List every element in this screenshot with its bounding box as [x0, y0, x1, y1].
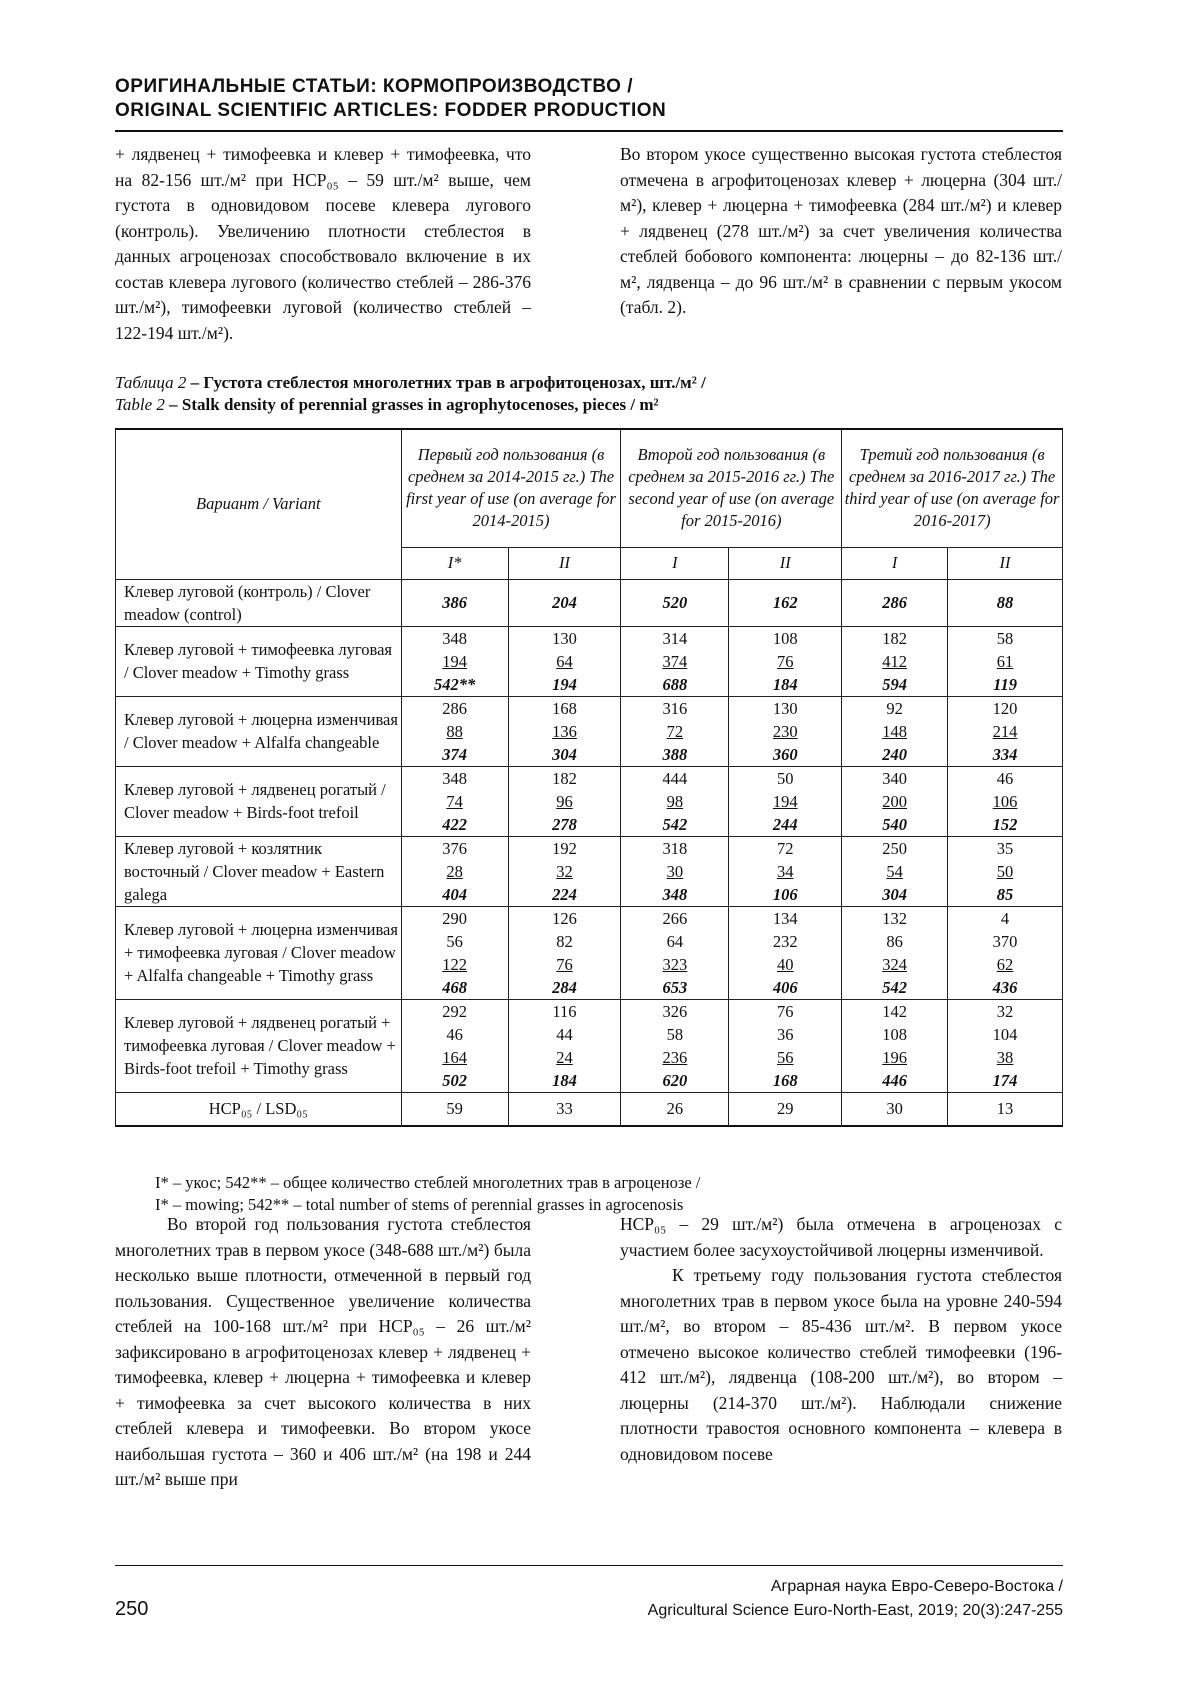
- bottom-left-column: [115, 1212, 531, 1493]
- component-value: 40: [776, 954, 794, 974]
- value-cell: [401, 626, 508, 696]
- total-value: 422: [442, 814, 467, 834]
- table-row: [116, 906, 1063, 999]
- component-value: 292: [442, 1001, 467, 1021]
- lsd-value: 30: [842, 1092, 948, 1126]
- total-value: 184: [552, 1070, 577, 1090]
- component-value: 82: [556, 931, 573, 951]
- mowing-header: I*: [401, 547, 508, 579]
- journal-name-en: Agricultural Science Euro-North-East, 2019; 20(3):247-255: [647, 1602, 1063, 1619]
- component-value: 32: [996, 1001, 1014, 1021]
- component-value: 50: [776, 768, 794, 788]
- component-value: 28: [446, 861, 463, 881]
- caption-en-label: Table 2: [115, 395, 165, 414]
- component-value: 72: [666, 721, 684, 741]
- lsd-label: НСР₀₅ / LSD₀₅: [116, 1092, 402, 1126]
- component-value: 76: [556, 954, 573, 974]
- top-right-column: [620, 142, 1062, 321]
- component-value: 286: [442, 698, 467, 718]
- total-value: 360: [772, 744, 798, 764]
- total-value: 688: [662, 674, 688, 694]
- table-row: [116, 579, 1063, 626]
- component-value: 116: [552, 1001, 577, 1021]
- value-cell: [948, 836, 1063, 906]
- caption-ru-label: Таблица 2: [115, 373, 187, 392]
- total-value: 468: [442, 977, 467, 997]
- component-value: 134: [772, 908, 798, 928]
- value-cell: [729, 836, 842, 906]
- mowing-header: II: [948, 547, 1063, 579]
- component-value: 86: [886, 931, 903, 951]
- total-value: 85: [996, 884, 1014, 904]
- value-cell: [621, 626, 729, 696]
- component-value: 46: [446, 1024, 463, 1044]
- component-value: 54: [886, 861, 903, 881]
- component-value: 72: [776, 838, 794, 858]
- value-cell: [621, 999, 729, 1092]
- section-header: [115, 75, 1065, 123]
- value-cell: [508, 626, 621, 696]
- value-cell: [729, 766, 842, 836]
- total-value: 542: [882, 977, 907, 997]
- value-cell: [621, 906, 729, 999]
- total-value: 286: [882, 593, 907, 612]
- component-value: 4: [1000, 908, 1010, 928]
- component-value: 236: [662, 1047, 688, 1067]
- table-caption: [115, 372, 1065, 416]
- component-value: 214: [992, 721, 1018, 741]
- page-number: 250: [115, 1598, 149, 1620]
- total-value: 406: [772, 977, 798, 997]
- component-value: 340: [882, 768, 907, 788]
- total-value: 540: [882, 814, 907, 834]
- total-value: 224: [552, 884, 577, 904]
- component-value: 370: [992, 931, 1018, 951]
- component-value: 88: [446, 721, 463, 741]
- component-value: 34: [776, 861, 794, 881]
- total-value: 244: [772, 814, 798, 834]
- component-value: 58: [666, 1024, 684, 1044]
- total-value: 152: [992, 814, 1018, 834]
- total-value: 334: [992, 744, 1018, 764]
- mowing-header: I: [621, 547, 729, 579]
- component-value: 76: [776, 651, 794, 671]
- component-value: 106: [992, 791, 1018, 811]
- component-value: 250: [882, 838, 907, 858]
- value-cell: [401, 696, 508, 766]
- component-value: 323: [662, 954, 688, 974]
- component-value: 104: [992, 1024, 1018, 1044]
- value-cell: [842, 766, 948, 836]
- value-cell: [508, 836, 621, 906]
- variant-cell: Клевер луговой + лядвенец рогатый / Clover meadow + Birds-foot trefoil: [116, 766, 402, 836]
- value-cell: [729, 696, 842, 766]
- journal-footer: [648, 1575, 1063, 1623]
- header-line-en: ORIGINAL SCIENTIFIC ARTICLES: FODDER PRODUCTION: [115, 100, 667, 121]
- component-value: 290: [442, 908, 467, 928]
- year-header-2: Второй год пользования (в среднем за 2015-2016 гг.) The second year of use (on average for 2015-2016): [621, 429, 842, 547]
- component-value: 32: [556, 861, 573, 881]
- footnote-en: I* – mowing; 542** – total number of stems of perennial grasses in agrocenosis: [155, 1195, 684, 1214]
- value-cell: [621, 766, 729, 836]
- value-cell: [842, 836, 948, 906]
- component-value: 266: [662, 908, 688, 928]
- component-value: 126: [552, 908, 577, 928]
- component-value: 64: [666, 931, 684, 951]
- total-value: 542**: [433, 674, 476, 694]
- component-value: 326: [662, 1001, 688, 1021]
- value-cell: [948, 696, 1063, 766]
- bottom-right-column: [620, 1212, 1062, 1467]
- lsd-value: 29: [729, 1092, 842, 1126]
- component-value: 194: [772, 791, 798, 811]
- total-value: 162: [772, 593, 798, 612]
- total-value: 278: [552, 814, 577, 834]
- component-value: 108: [882, 1024, 907, 1044]
- value-cell: [729, 999, 842, 1092]
- value-cell: [508, 999, 621, 1092]
- total-value: 304: [882, 884, 907, 904]
- component-value: 108: [772, 628, 798, 648]
- value-cell: [401, 836, 508, 906]
- component-value: 96: [556, 791, 573, 811]
- component-value: 44: [556, 1024, 573, 1044]
- component-value: 136: [552, 721, 577, 741]
- bottom-right-paragraph-1: НСР₀₅ – 29 шт./м²) была отмечена в агроценозах с участием более засухоустойчивой люцерны изменчивой.: [620, 1214, 1062, 1260]
- header-line-ru: ОРИГИНАЛЬНЫЕ СТАТЬИ: КОРМОПРОИЗВОДСТВО /: [115, 76, 633, 97]
- table-row: [116, 999, 1063, 1092]
- value-cell: [508, 906, 621, 999]
- value-cell: [842, 579, 948, 626]
- component-value: 316: [662, 698, 688, 718]
- top-left-column: [115, 142, 531, 346]
- total-value: 436: [992, 977, 1018, 997]
- variant-cell: Клевер луговой + люцерна изменчивая / Clover meadow + Alfalfa changeable: [116, 696, 402, 766]
- value-cell: [729, 626, 842, 696]
- component-value: 130: [552, 628, 577, 648]
- component-value: 230: [772, 721, 798, 741]
- component-value: 38: [996, 1047, 1014, 1067]
- component-value: 62: [996, 954, 1014, 974]
- density-table: [115, 428, 1063, 1127]
- footer-rule: [115, 1565, 1063, 1566]
- component-value: 50: [996, 861, 1014, 881]
- component-value: 35: [996, 838, 1014, 858]
- variant-cell: Клевер луговой + тимофеевка луговая / Clover meadow + Timothy grass: [116, 626, 402, 696]
- lsd-value: 33: [508, 1092, 621, 1126]
- total-value: 404: [442, 884, 467, 904]
- component-value: 130: [772, 698, 798, 718]
- component-value: 61: [996, 651, 1014, 671]
- component-value: 36: [776, 1024, 794, 1044]
- total-value: 184: [772, 674, 798, 694]
- component-value: 200: [882, 791, 907, 811]
- year-header-3: Третий год пользования (в среднем за 2016-2017 гг.) The third year of use (on average for 2016-2017): [842, 429, 1063, 547]
- total-value: 388: [662, 744, 688, 764]
- value-cell: [401, 579, 508, 626]
- value-cell: [401, 766, 508, 836]
- total-value: 119: [993, 674, 1017, 694]
- component-value: 196: [882, 1047, 907, 1067]
- value-cell: [621, 579, 729, 626]
- value-cell: [729, 906, 842, 999]
- component-value: 98: [666, 791, 684, 811]
- total-value: 502: [442, 1070, 467, 1090]
- table-row: [116, 766, 1063, 836]
- lsd-value: 59: [401, 1092, 508, 1126]
- component-value: 324: [882, 954, 907, 974]
- total-value: 446: [882, 1070, 907, 1090]
- component-value: 164: [442, 1047, 467, 1067]
- journal-name-ru: Аграрная наука Евро-Северо-Востока /: [770, 1578, 1063, 1595]
- value-cell: [948, 626, 1063, 696]
- total-value: 594: [882, 674, 907, 694]
- total-value: 520: [662, 593, 688, 612]
- total-value: 174: [992, 1070, 1018, 1090]
- variant-cell: Клевер луговой (контроль) / Clover meadow (control): [116, 579, 402, 626]
- component-value: 412: [882, 651, 907, 671]
- total-value: 168: [772, 1070, 798, 1090]
- total-value: 240: [882, 744, 907, 764]
- total-value: 386: [442, 593, 467, 612]
- value-cell: [948, 999, 1063, 1092]
- value-cell: [621, 696, 729, 766]
- variant-cell: Клевер луговой + козлятник восточный / Clover meadow + Eastern galega: [116, 836, 402, 906]
- total-value: 204: [552, 593, 577, 612]
- total-value: 348: [662, 884, 688, 904]
- total-value: 88: [996, 593, 1014, 612]
- top-right-paragraph: Во втором укосе существенно высокая густота стеблестоя отмечена в агрофитоценозах клевер + люцерна (304 шт./м²), клевер + люцерна + тимофеевка (284 шт./м²) и клевер + лядвенец (278 шт./м²) за счет увеличения количества стеблей бобового компонента: люцерны – до 82-136 шт./м², лядвенца – до 96 шт./м² в сравнении с первым укосом (табл. 2).: [620, 144, 1062, 317]
- total-value: 620: [662, 1070, 688, 1090]
- component-value: 142: [882, 1001, 907, 1021]
- component-value: 148: [882, 721, 907, 741]
- component-value: 122: [442, 954, 467, 974]
- value-cell: [948, 766, 1063, 836]
- top-left-paragraph: + лядвенец + тимофеевка и клевер + тимофеевка, что на 82-156 шт./м² при НСР₀₅ – 59 шт./м² выше, чем густота в одновидовом посеве клевера лугового (контроль). Увеличению плотности стеблестоя в данных агроценозах способствовало включение в их состав клевера лугового (количество стеблей – 286-376 шт./м²), тимофеевки луговой (количество стеблей – 122-194 шт./м²).: [115, 144, 531, 343]
- bottom-right-paragraph-2: К третьему году пользования густота стеблестоя многолетних трав в первом укосе была на уровне 240-594 шт./м², во втором – 85-436 шт./м². В первом укосе отмечено высокое количество стеблей тимофеевки (196-412 шт./м²), лядвенца (108-200 шт./м²), во втором – люцерны (214-370 шт./м²). Наблюдали снижение плотности травостоя основного компонента – клевера в одновидовом посеве: [620, 1265, 1062, 1464]
- total-value: 653: [662, 977, 688, 997]
- table-row: [116, 836, 1063, 906]
- component-value: 348: [442, 768, 467, 788]
- value-cell: [401, 999, 508, 1092]
- variant-cell: Клевер луговой + люцерна изменчивая + тимофеевка луговая / Clover meadow + Alfalfa changeable + Timothy grass: [116, 906, 402, 999]
- value-cell: [729, 579, 842, 626]
- value-cell: [842, 696, 948, 766]
- header-rule: [115, 130, 1063, 132]
- lsd-value: 26: [621, 1092, 729, 1126]
- value-cell: [948, 906, 1063, 999]
- total-value: 304: [552, 744, 577, 764]
- component-value: 24: [556, 1047, 573, 1067]
- variant-cell: Клевер луговой + лядвенец рогатый + тимофеевка луговая / Clover meadow + Birds-foot trefoil + Timothy grass: [116, 999, 402, 1092]
- total-value: 106: [772, 884, 798, 904]
- value-cell: [621, 836, 729, 906]
- value-cell: [842, 626, 948, 696]
- component-value: 314: [662, 628, 688, 648]
- component-value: 74: [446, 791, 463, 811]
- component-value: 168: [552, 698, 577, 718]
- footnote-ru: I* – укос; 542** – общее количество стеблей многолетних трав в агроценозе /: [155, 1173, 701, 1192]
- bottom-left-paragraph: Во второй год пользования густота стеблестоя многолетних трав в первом укосе (348-688 шт./м²) была несколько выше плотности, отмеченной в первый год пользования. Существенное увеличение количества стеблей на 100-168 шт./м² при НСР₀₅ – 26 шт./м² зафиксировано в агрофитоценозах клевер + лядвенец + тимофеевка, клевер + люцерна + тимофеевка и клевер + тимофеевка за счет высокого количества в них стеблей клевера и тимофеевки. Во втором укосе наибольшая густота – 360 и 406 шт./м² (на 198 и 244 шт./м² выше при: [115, 1214, 531, 1489]
- component-value: 30: [666, 861, 684, 881]
- mowing-header: II: [508, 547, 621, 579]
- component-value: 376: [442, 838, 467, 858]
- component-value: 444: [662, 768, 688, 788]
- value-cell: [948, 579, 1063, 626]
- mowing-header: I: [842, 547, 948, 579]
- component-value: 194: [442, 651, 467, 671]
- component-value: 56: [776, 1047, 794, 1067]
- value-cell: [842, 906, 948, 999]
- caption-en-text: – Stalk density of perennial grasses in agrophytocenoses, pieces / m²: [164, 395, 659, 414]
- component-value: 192: [552, 838, 577, 858]
- total-value: 374: [442, 744, 467, 764]
- component-value: 56: [446, 931, 463, 951]
- component-value: 92: [886, 698, 903, 718]
- component-value: 132: [882, 908, 907, 928]
- value-cell: [401, 906, 508, 999]
- total-value: 194: [552, 674, 577, 694]
- component-value: 182: [882, 628, 907, 648]
- lsd-row: [116, 1092, 1063, 1126]
- component-value: 318: [662, 838, 688, 858]
- component-value: 58: [996, 628, 1014, 648]
- total-value: 542: [662, 814, 688, 834]
- variant-header: Вариант / Variant: [116, 429, 402, 579]
- component-value: 46: [996, 768, 1014, 788]
- component-value: 76: [776, 1001, 794, 1021]
- table-row: [116, 696, 1063, 766]
- value-cell: [508, 766, 621, 836]
- component-value: 120: [992, 698, 1018, 718]
- value-cell: [508, 696, 621, 766]
- value-cell: [508, 579, 621, 626]
- lsd-value: 13: [948, 1092, 1063, 1126]
- component-value: 64: [556, 651, 573, 671]
- total-value: 284: [552, 977, 577, 997]
- mowing-header: II: [729, 547, 842, 579]
- component-value: 232: [772, 931, 798, 951]
- value-cell: [842, 999, 948, 1092]
- year-header-1: Первый год пользования (в среднем за 2014-2015 гг.) The first year of use (on average for 2014-2015): [401, 429, 621, 547]
- table-footnote: [155, 1172, 1055, 1216]
- table-row: [116, 626, 1063, 696]
- component-value: 348: [442, 628, 467, 648]
- component-value: 374: [662, 651, 688, 671]
- component-value: 182: [552, 768, 577, 788]
- caption-ru-text: – Густота стеблестоя многолетних трав в агрофитоценозах, шт./м² /: [186, 373, 706, 392]
